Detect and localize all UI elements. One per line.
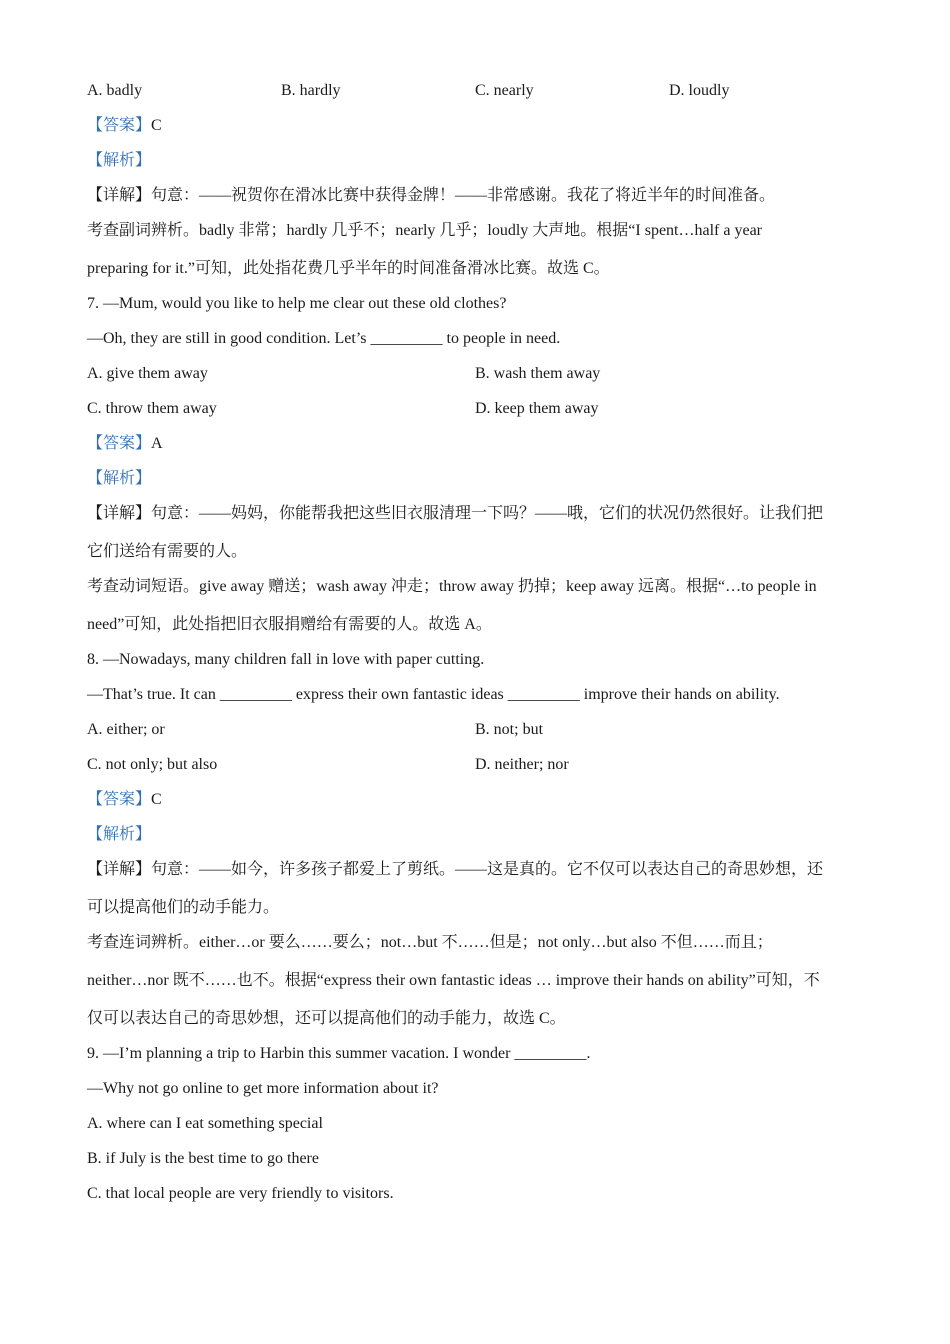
q6-answer-value: C	[151, 117, 162, 134]
q7-option-d: D. keep them away	[475, 400, 599, 417]
analysis-tag: 【解析】	[87, 152, 152, 169]
q8-stem-line: 8. —Nowadays, many children fall in love with paper cutting.	[87, 651, 485, 668]
q6-detail-line: 【详解】句意：——祝贺你在滑冰比赛中获得金牌！——非常感谢。我花了将近半年的时间准备。	[87, 187, 776, 204]
q6-option-b: B. hardly	[281, 82, 341, 99]
q9-option-a: A. where can I eat something special	[87, 1115, 323, 1132]
q6-detail-line: 考查副词辨析。badly 非常；hardly 几乎不；nearly 几乎；loudly 大声地。根据“I spent…half a year	[87, 222, 763, 239]
q9-stem-line: 9. —I’m planning a trip to Harbin this summer vacation. I wonder _________.	[87, 1045, 591, 1062]
q6-option-a: A. badly	[87, 82, 143, 99]
analysis-tag: 【解析】	[87, 826, 152, 843]
q6-answer	[87, 113, 862, 148]
answer-tag: 【答案】	[87, 791, 152, 808]
q9-stem-line: —Why not go online to get more information about it?	[87, 1080, 439, 1097]
q8-options-row	[87, 752, 862, 787]
q8-option-c: C. not only; but also	[87, 756, 218, 773]
q7-stem-line: —Oh, they are still in good condition. Let’s _________ to people in need.	[87, 330, 561, 347]
q6-detail-line: preparing for it.”可知，此处指花费几乎半年的时间准备滑冰比赛。故选 C。	[87, 260, 610, 277]
q8-answer-value: C	[151, 791, 162, 808]
q7-options-row	[87, 396, 862, 431]
q8-answer	[87, 787, 862, 822]
q7-option-c: C. throw them away	[87, 400, 217, 417]
q7-option-a: A. give them away	[87, 365, 208, 382]
q7-detail-line: 考查动词短语。give away 赠送；wash away 冲走；throw away 扔掉；keep away 远离。根据“…to people in	[87, 578, 817, 595]
q8-detail-line: 可以提高他们的动手能力。	[87, 899, 280, 916]
q7-answer	[87, 431, 862, 466]
q6-option-d: D. loudly	[669, 82, 730, 99]
analysis-tag: 【解析】	[87, 470, 152, 487]
answer-tag: 【答案】	[87, 435, 152, 452]
q8-detail-line: neither…nor 既不……也不。根据“express their own fantastic ideas … improve their hands on ability”可知，不	[87, 972, 820, 989]
q7-detail-line: 它们送给有需要的人。	[87, 543, 248, 560]
q8-detail-line: 【详解】句意：——如今，许多孩子都爱上了剪纸。——这是真的。它不仅可以表达自己的奇思妙想，还	[87, 861, 824, 878]
q7-detail-line: 【详解】句意：——妈妈，你能帮我把这些旧衣服清理一下吗？——哦，它们的状况仍然很好。让我们把	[87, 505, 824, 522]
q6-analysis-heading	[87, 148, 862, 183]
q8-option-a: A. either; or	[87, 721, 165, 738]
q9-option-b: B. if July is the best time to go there	[87, 1150, 319, 1167]
q8-stem-line: —That’s true. It can _________ express their own fantastic ideas _________ improve their hands on ability.	[87, 686, 780, 703]
q8-analysis-heading	[87, 822, 862, 857]
q7-stem-line: 7. —Mum, would you like to help me clear out these old clothes?	[87, 295, 507, 312]
q8-option-b: B. not; but	[475, 721, 544, 738]
q7-answer-value: A	[151, 435, 163, 452]
q6-options	[87, 78, 862, 113]
q8-option-d: D. neither; nor	[475, 756, 569, 773]
q6-option-c: C. nearly	[475, 82, 534, 99]
q8-options-row	[87, 717, 862, 752]
answer-tag: 【答案】	[87, 117, 152, 134]
q8-detail-line: 考查连词辨析。either…or 要么……要么；not…but 不……但是；not only…but also 不但……而且；	[87, 934, 773, 951]
q7-detail-line: need”可知，此处指把旧衣服捐赠给有需要的人。故选 A。	[87, 616, 492, 633]
q8-detail-line: 仅可以表达自己的奇思妙想，还可以提高他们的动手能力，故选 C。	[87, 1010, 566, 1027]
q7-options-row	[87, 361, 862, 396]
document-page	[87, 78, 862, 1216]
q9-option-c: C. that local people are very friendly to visitors.	[87, 1185, 394, 1202]
q7-option-b: B. wash them away	[475, 365, 601, 382]
q7-analysis-heading	[87, 466, 862, 501]
